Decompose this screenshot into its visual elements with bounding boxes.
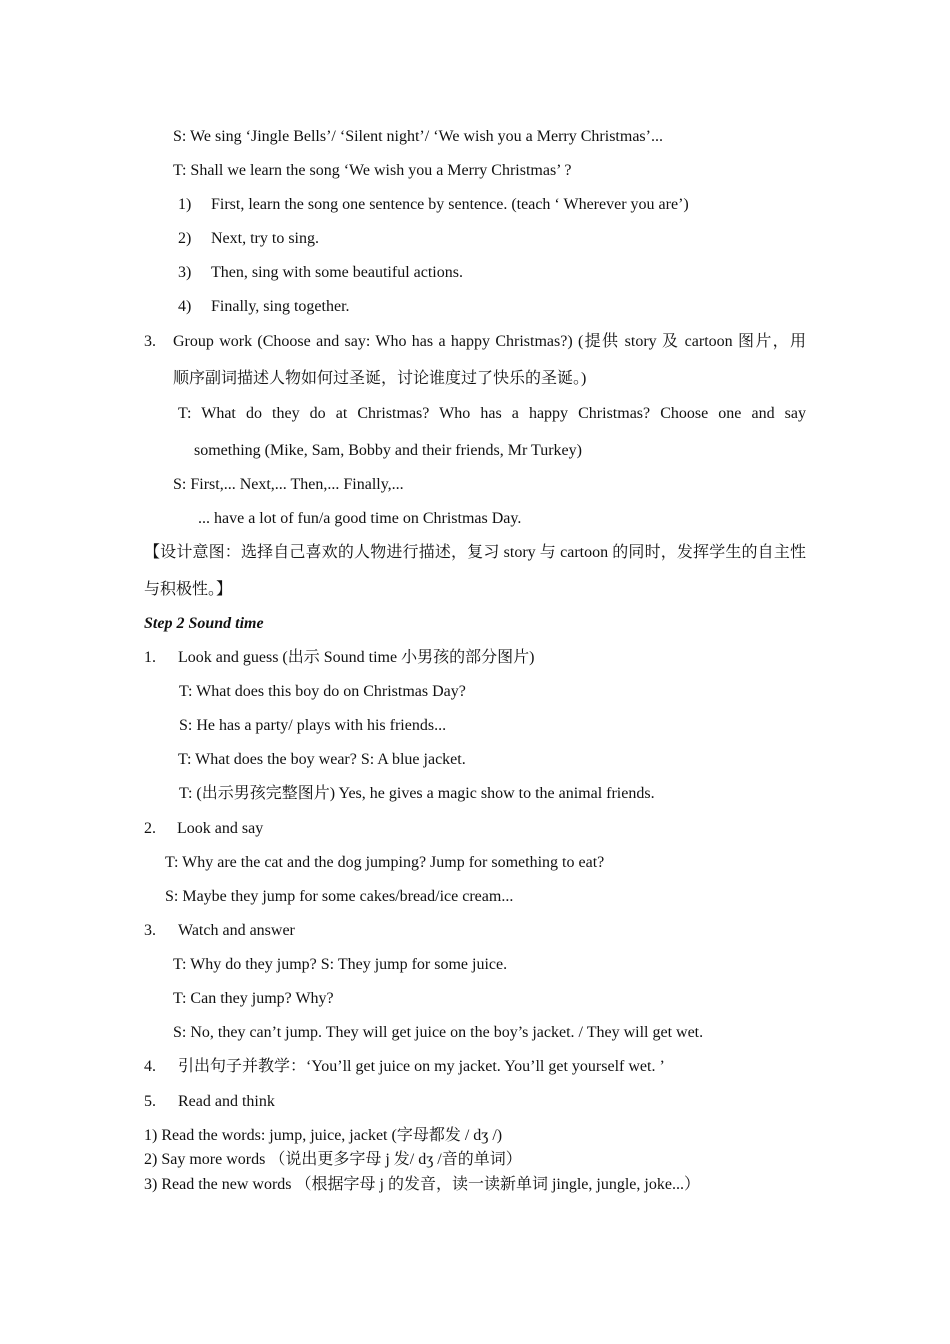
text-line: ... have a lot of fun/a good time on Christmas Day. [198, 510, 522, 527]
text-line: S: He has a party/ plays with his friends... [179, 717, 447, 734]
list-number: 3. [144, 922, 156, 939]
list-number: 1) [178, 196, 192, 213]
list-item: Look and guess (出示 Sound time 小男孩的部分图片) [178, 649, 535, 666]
list-item: Group work (Choose and say: Who has a happy Christmas?) (提供 story 及 cartoon 图片，用 [173, 333, 806, 350]
text-line: S: We sing ‘Jingle Bells’/ ‘Silent night’/ ‘We wish you a Merry Christmas’... [173, 128, 663, 145]
list-number: 4. [144, 1058, 156, 1075]
text-line: T: Shall we learn the song ‘We wish you a Merry Christmas’ ? [173, 162, 572, 179]
text-line: 1) Read the words: jump, juice, jacket (字母都发 / dʒ /) [144, 1127, 503, 1144]
text-line: S: Maybe they jump for some cakes/bread/ice cream... [165, 888, 514, 905]
text-line: T: (出示男孩完整图片) Yes, he gives a magic show to the animal friends. [179, 785, 655, 802]
text-line: T: Why do they jump? S: They jump for some juice. [173, 956, 508, 973]
text-line: 顺序副词描述人物如何过圣诞，讨论谁度过了快乐的圣诞。) [173, 370, 587, 387]
list-number: 4) [178, 298, 192, 315]
section-heading: Step 2 Sound time [144, 615, 264, 632]
text-line: 2) Say more words （说出更多字母 j 发/ dʒ /音的单词） [144, 1151, 522, 1168]
list-item: Next, try to sing. [211, 230, 319, 247]
list-item: Read and think [178, 1093, 275, 1110]
text-line: 3) Read the new words （根据字母 j 的发音，读一读新单词 jingle, jungle, joke...） [144, 1176, 700, 1193]
text-line: T: What does the boy wear? S: A blue jacket. [178, 751, 466, 768]
list-number: 3. [144, 333, 156, 350]
list-item: Then, sing with some beautiful actions. [211, 264, 463, 281]
list-number: 5. [144, 1093, 156, 1110]
design-note: 与积极性。】 [144, 581, 233, 598]
text-line: T: What does this boy do on Christmas Day? [179, 683, 466, 700]
text-line: T: Why are the cat and the dog jumping? Jump for something to eat? [165, 854, 605, 871]
list-item: First, learn the song one sentence by sentence. (teach ‘ Wherever you are’) [211, 196, 689, 213]
list-number: 3) [178, 264, 192, 281]
design-note: 【设计意图：选择自己喜欢的人物进行描述，复习 story 与 cartoon 的同时，发挥学生的自主性 [144, 544, 806, 561]
text-line: T: What do they do at Christmas? Who has a happy Christmas? Choose one and say [178, 405, 806, 422]
text-line: T: Can they jump? Why? [173, 990, 334, 1007]
list-number: 1. [144, 649, 156, 666]
text-line: S: No, they can’t jump. They will get juice on the boy’s jacket. / They will get wet. [173, 1024, 704, 1041]
text-line: S: First,... Next,... Then,... Finally,... [173, 476, 404, 493]
list-item: Finally, sing together. [211, 298, 350, 315]
list-number: 2) [178, 230, 192, 247]
list-item: Watch and answer [178, 922, 295, 939]
text-line: something (Mike, Sam, Bobby and their friends, Mr Turkey) [194, 442, 582, 459]
list-item: Look and say [177, 820, 264, 837]
list-item: 引出句子并教学：‘You’ll get juice on my jacket. You’ll get yourself wet. ’ [178, 1058, 665, 1075]
list-number: 2. [144, 820, 156, 837]
